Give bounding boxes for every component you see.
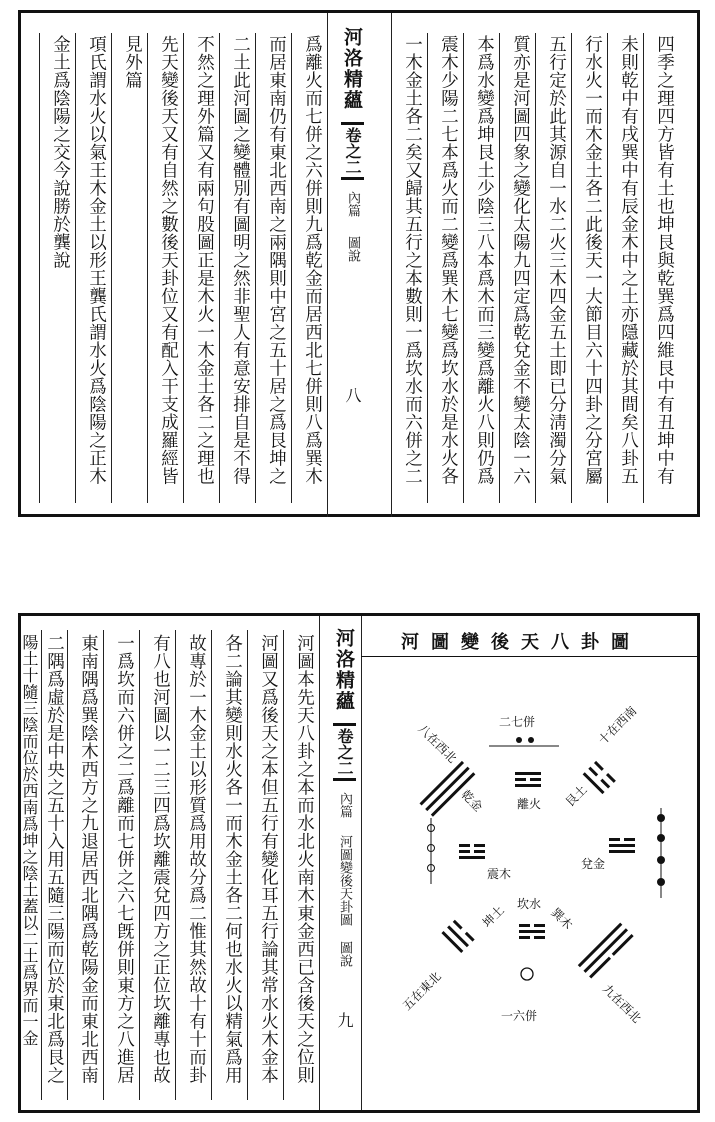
subtitle-label: 河圖變後天卦圖: [337, 835, 352, 927]
center-circle: [521, 968, 533, 980]
book-title: 河洛精蘊: [341, 27, 363, 111]
diagram-label-branch-bl: 五在東北: [399, 969, 444, 1014]
diagram-label-branch-br: 九在西北: [599, 981, 644, 1026]
column-rule: [283, 630, 284, 1100]
hetu-bagua-diagram: [369, 668, 689, 1068]
text-column: 不然之理外篇又有兩句股圖正是木火一木金土各二之理也: [194, 35, 215, 485]
column-rule: [427, 33, 428, 503]
column-rule: [391, 13, 392, 517]
book-title: 河洛精蘊: [333, 628, 355, 712]
text-column: 震木少陽二七本爲火而二變爲巽木七變爲坎水於是水火各: [438, 35, 459, 485]
trigram-kan: [519, 924, 545, 939]
text-column: 故專於一木金土以形質爲用故分爲二惟其然故十有十而卦: [186, 634, 207, 1084]
text-column: 一爲坎而六併之二爲離而七併之六七旣併則東方之八進居: [114, 634, 135, 1084]
text-column: 本爲水變爲坤艮土少陰三八本爲木而三變爲離火八則仍爲: [474, 35, 495, 485]
column-rule: [247, 630, 248, 1100]
dot-row-south: [489, 737, 559, 746]
bottom-page: [18, 613, 700, 1113]
column-rule: [41, 630, 42, 1100]
branch-sw: [441, 920, 474, 953]
diagram-label-sw: 坤土: [479, 903, 507, 931]
text-column: 項氏謂水火以氣王木金土以形王龔氏謂水火爲陰陽之正木: [86, 35, 107, 485]
dot-column-west: [428, 818, 435, 884]
text-column: 質亦是河圖四象之變化太陽九四定爲乾兌金不變太陰一六: [510, 35, 531, 485]
column-rule: [327, 13, 328, 517]
column-rule: [571, 33, 572, 503]
text-column: 金土爲陰陽之交今說勝於龔說: [50, 35, 71, 269]
column-rule: [139, 630, 140, 1100]
dot-column-east: [657, 808, 665, 898]
trigram-li: [515, 772, 541, 787]
diagram-label-east: 震木: [487, 867, 512, 881]
column-rule: [103, 630, 104, 1100]
column-rule: [463, 33, 464, 503]
section-label: 內篇: [345, 191, 360, 218]
text-column: 未則乾中有戌巽中有辰金木中之土亦隱藏於其間矣八卦五: [618, 35, 639, 485]
text-column: 陽土十隨三陰而位於西南爲坤之陰土蓋以二土爲界而一金: [20, 634, 39, 1047]
column-rule: [111, 33, 112, 503]
text-column: 二土此河圖之變體別有圖明之然非聖人有意安排自是不得: [230, 35, 251, 485]
column-rule: [291, 33, 292, 503]
column-rule: [319, 616, 320, 1110]
subtitle-label: 圖說: [345, 236, 360, 263]
volume-label: 卷之二: [341, 122, 364, 180]
text-column: 四季之理四方皆有土也坤艮與乾巽爲四維艮中有丑坤中有: [654, 35, 675, 485]
diagram-label-west: 兌金: [581, 857, 606, 871]
column-rule: [147, 33, 148, 503]
page-number: 九: [335, 1012, 354, 1029]
column-rule: [39, 33, 40, 503]
column-rule: [67, 630, 68, 1100]
text-column: 河圖又爲後天之本但五行有變化耳五行論其常水火木金本: [258, 634, 279, 1084]
text-column: 有八也河圖以一二三四爲坎離震兌四方之正位坎離專也故: [150, 634, 171, 1084]
diagram-label-kan: 坎水: [517, 897, 542, 911]
diagram-label-north: 一六併: [501, 1009, 538, 1023]
trigram-zhen: [459, 844, 485, 859]
text-column: 一木金土各二矣又歸其五行之本數則一爲坎水而六併之二: [402, 35, 423, 485]
fold-heading: [339, 27, 366, 507]
diagram-label-south: 二七併: [499, 715, 536, 729]
column-rule: [75, 33, 76, 503]
column-rule: [535, 33, 536, 503]
text-column: 見外篇: [122, 35, 143, 89]
column-rule: [499, 33, 500, 503]
subtitle-label-2: 圖說: [337, 941, 352, 968]
column-rule: [211, 630, 212, 1100]
diagram-label-branch-tl: 八在西北: [415, 721, 460, 766]
diagram-label-branch-tr: 十在西南: [595, 703, 640, 748]
text-column: 二隅爲虛於是中央之五十入用五隨三陽而位於東北爲艮之: [44, 634, 65, 1084]
figure-title-rule: [361, 656, 697, 657]
top-page: [18, 10, 700, 517]
diagram-label-se: 巽木: [548, 905, 576, 933]
frame-rule: [361, 616, 362, 1110]
branch-se: [578, 923, 634, 979]
text-column: 五行定於此其源自一水二火三木四金五土即已分淸濁分氣: [546, 35, 567, 485]
figure-title: 河圖變後天八卦圖: [401, 632, 641, 653]
volume-label: 卷之二: [333, 723, 356, 781]
diagram-label-li: 離火: [517, 797, 542, 811]
text-column: 河圖本先天八卦之本而水北火南木東金西已含後天之位則: [294, 634, 315, 1084]
column-rule: [607, 33, 608, 503]
text-column: 東南隅爲巽陰木西方之九退居西北隅爲乾陽金而東北西南: [78, 634, 99, 1084]
text-column: 爲離火而七併之六併則九爲乾金而居西北七併則八爲巽木: [302, 35, 323, 485]
column-rule: [175, 630, 176, 1100]
section-label: 內篇: [337, 792, 352, 819]
text-column: 而居東南仍有東北西南之兩隅則中宮之五十居之爲艮坤之: [266, 35, 287, 485]
page-number: 八: [343, 387, 362, 404]
diagram-label-ne: 艮土: [562, 782, 590, 810]
branch-ne: [583, 761, 616, 794]
column-rule: [183, 33, 184, 503]
text-column: 各二論其變則水火各一而木金土各二何也水火以精氣爲用: [222, 634, 243, 1084]
diagram-label-nw: 乾金: [458, 787, 486, 815]
text-column: 先天變後天又有自然之數後天卦位又有配入干支成羅經皆: [158, 35, 179, 485]
trigram-dui: [609, 838, 635, 853]
fold-heading: [331, 628, 358, 1104]
column-rule: [643, 33, 644, 503]
column-rule: [219, 33, 220, 503]
text-column: 行水火一而木金土各二此後天一大節目六十四卦之分宮屬: [582, 35, 603, 485]
column-rule: [255, 33, 256, 503]
